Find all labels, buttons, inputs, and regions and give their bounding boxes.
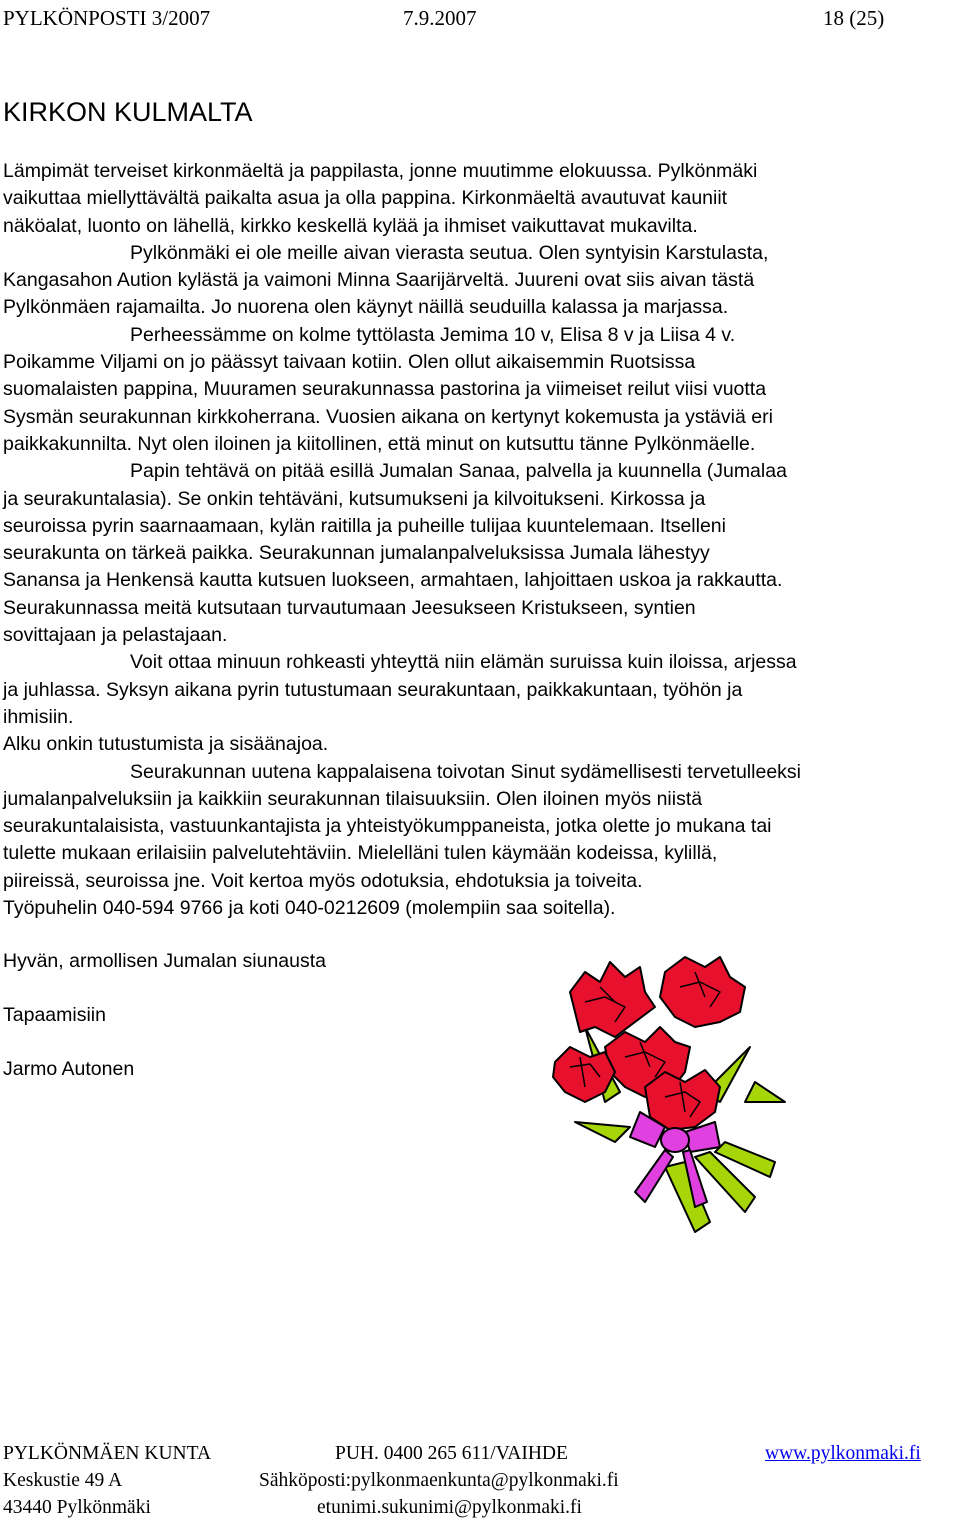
body-line: suomalaisten pappina, Muuramen seurakunnassa pastorina ja viimeiset reilut viisi vuotta	[3, 378, 767, 401]
body-line: Kangasahon Aution kylästä ja vaimoni Minna Saarijärveltä. Juureni ovat siis aivan tästä	[3, 269, 755, 292]
body-line: ja juhlassa. Syksyn aikana pyrin tutustumaan seurakuntaan, paikkakuntaan, työhön ja	[3, 678, 743, 701]
body-line: Sysmän seurakunnan kirkkoherrana. Vuosien aikana on kertynyt kokemusta ja ystäviä eri	[3, 405, 773, 428]
body-line: Lämpimät terveiset kirkonmäeltä ja pappilasta, jonne muutimme elokuussa. Pylkönmäki	[3, 160, 758, 182]
signature: Jarmo Autonen	[3, 1058, 135, 1080]
publication-name: PYLKÖNPOSTI 3/2007	[3, 6, 211, 30]
footer-org: PYLKÖNMÄEN KUNTA	[3, 1443, 212, 1464]
body-line: Seurakunnassa meitä kutsutaan turvautumaan Jeesukseen Kristukseen, syntien	[3, 596, 696, 619]
body-line: tulette mukaan erilaisiin palvelutehtäviin. Mielelläni tulen käymään kodeissa, kylillä,	[3, 842, 718, 865]
issue-date: 7.9.2007	[403, 6, 477, 30]
body-line: seurakuntalaisista, vastuunkantajista ja yhteistyökumppaneista, jotka olette jo mukana tai	[3, 815, 772, 838]
greeting-line: Tapaamisiin	[3, 1004, 106, 1026]
body-line: ja seurakuntalasia). Se onkin tehtäväni, kutsumukseni ja kilvoitukseni. Kirkossa ja	[3, 487, 706, 510]
blessing-line: Hyvän, armollisen Jumalan siunausta	[3, 950, 326, 972]
body-line: sovittajaan ja pelastajaan.	[3, 624, 228, 647]
body-line: Poikamme Viljami on jo päässyt taivaan kotiin. Olen ollut aikaisemmin Ruotsissa	[3, 351, 696, 374]
footer-website-link[interactable]: www.pylkonmaki.fi	[765, 1443, 921, 1464]
footer-email[interactable]: Sähköposti:pylkonmaenkunta@pylkonmaki.fi	[259, 1470, 619, 1491]
article-title: KIRKON KULMALTA	[3, 97, 253, 127]
body-line: Alku onkin tutustumista ja sisäänajoa.	[3, 733, 329, 756]
footer-street: Keskustie 49 A	[3, 1470, 123, 1491]
body-line: Seurakunnan uutena kappalaisena toivotan Sinut sydämellisesti tervetulleeksi	[130, 760, 801, 783]
body-line: jumalanpalveluksiin ja kaikkiin seurakunnan tilaisuuksiin. Olen iloinen myös niistä	[3, 787, 703, 810]
body-line: Perheessämme on kolme tyttölasta Jemima 10 v, Elisa 8 v ja Liisa 4 v.	[130, 323, 736, 346]
carnation-bouquet-icon	[545, 952, 805, 1257]
body-line: vaikuttaa miellyttävältä paikalta asua ja olla pappina. Kirkonmäeltä avautuvat kauniit	[3, 187, 728, 210]
body-line: Pylkönmäen rajamailta. Jo nuorena olen käynyt näillä seuduilla kalassa ja marjassa.	[3, 296, 729, 319]
footer-email-format: etunimi.sukunimi@pylkonmaki.fi	[317, 1497, 582, 1518]
body-line: Papin tehtävä on pitää esillä Jumalan Sanaa, palvella ja kuunnella (Jumalaa	[130, 460, 787, 483]
page-number: 18 (25)	[823, 6, 885, 30]
body-line: ihmisiin.	[3, 705, 74, 728]
body-line: Pylkönmäki ei ole meille aivan vierasta seutua. Olen syntyisin Karstulasta,	[130, 241, 769, 264]
footer-phone: PUH. 0400 265 611/VAIHDE	[335, 1443, 568, 1464]
body-line: seuroissa pyrin saarnaamaan, kylän raitilla ja puheille tulijaa kuuntelemaan. Itselleni	[3, 514, 726, 537]
body-line: Voit ottaa minuun rohkeasti yhteyttä niin elämän suruissa kuin iloissa, arjessa	[130, 651, 797, 674]
body-line: Työpuhelin 040-594 9766 ja koti 040-0212609 (molempiin saa soitella).	[3, 897, 616, 920]
body-line: seurakunta on tärkeä paikka. Seurakunnan jumalanpalveluksissa Jumala lähestyy	[3, 542, 710, 565]
footer-postal: 43440 Pylkönmäki	[3, 1497, 151, 1518]
body-line: paikkakunnilta. Nyt olen iloinen ja kiitollinen, että minut on kutsuttu tänne Pylkönmäelle.	[3, 432, 756, 455]
body-line: näköalat, luonto on lähellä, kirkko keskellä kylää ja ihmiset vaikuttavat mukavilta.	[3, 214, 698, 237]
body-line: piireissä, seuroissa jne. Voit kertoa myös odotuksia, ehdotuksia ja toiveita.	[3, 869, 643, 892]
article-body	[3, 158, 958, 922]
body-line: Sanansa ja Henkensä kautta kutsuen luokseen, armahtaen, lahjoittaen uskoa ja rakkautta.	[3, 569, 783, 592]
